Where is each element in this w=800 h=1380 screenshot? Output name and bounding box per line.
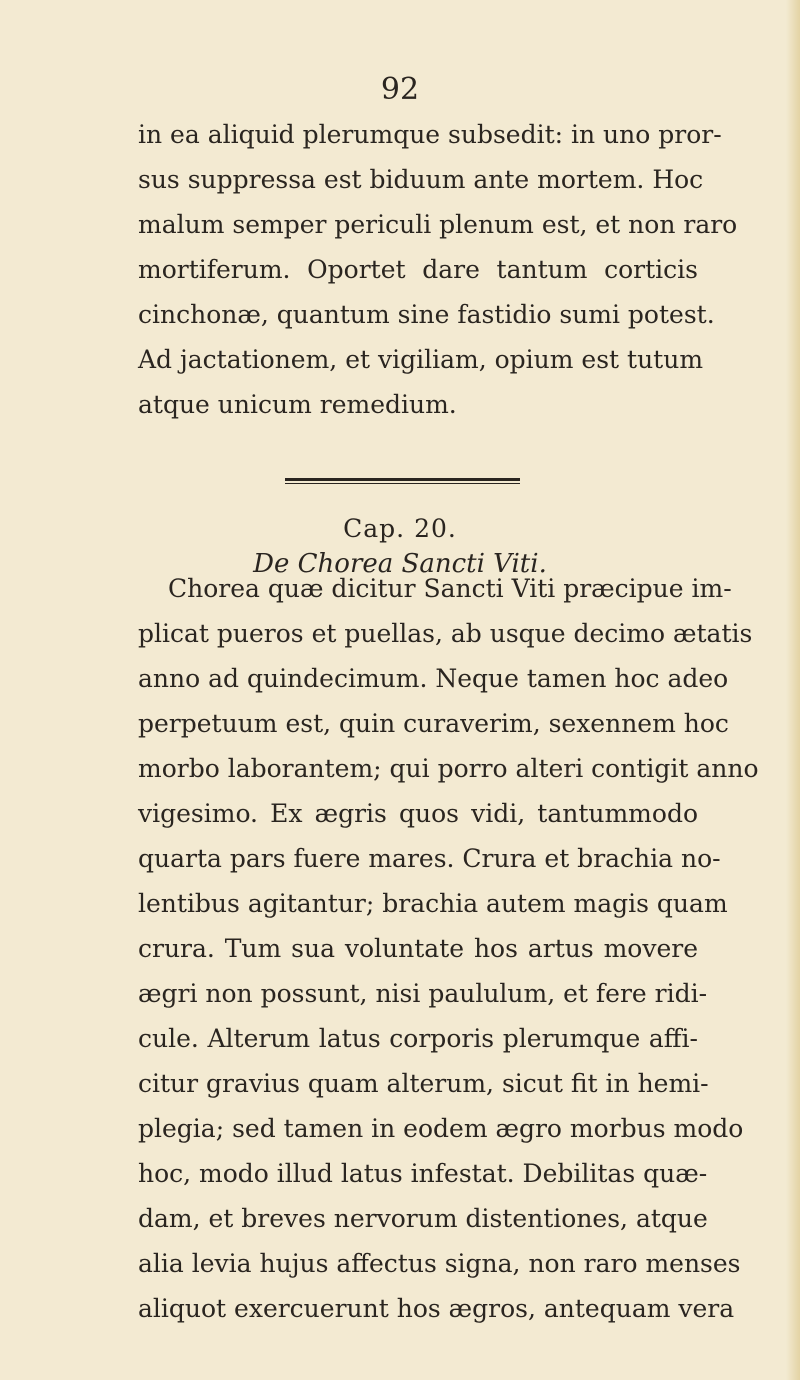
chapter-title: Cap. 20. — [343, 514, 457, 543]
text-line: anno ad quindecimum. Neque tamen hoc adeo — [138, 664, 729, 693]
text-line: lentibus agitantur; brachia autem magis quam — [138, 889, 728, 918]
text-line: Ad jactationem, et vigiliam, opium est tutum — [138, 345, 704, 374]
text-line: crura. Tum sua voluntate hos artus movere — [138, 934, 698, 963]
text-line: Chorea quæ dicitur Sancti Viti præcipue im- — [168, 574, 732, 603]
text-line: vigesimo. Ex ægris quos vidi, tantummodo — [138, 799, 698, 828]
text-line: sus suppressa est biduum ante mortem. Hoc — [138, 165, 704, 194]
text-line: perpetuum est, quin curaverim, sexennem hoc — [138, 709, 729, 738]
text-line: cinchonæ, quantum sine fastidio sumi potest. — [138, 300, 715, 329]
text-line: dam, et breves nervorum distentiones, atque — [138, 1204, 708, 1233]
paragraph-2 — [138, 566, 759, 1331]
text-line: plegia; sed tamen in eodem ægro morbus modo — [138, 1114, 744, 1143]
page-number: 92 — [380, 72, 420, 107]
text-line: ægri non possunt, nisi paululum, et fere ridi- — [138, 979, 708, 1008]
text-line: aliquot exercuerunt hos ægros, antequam vera — [138, 1294, 735, 1323]
text-line: hoc, modo illud latus infestat. Debilitas quæ- — [138, 1159, 708, 1188]
section-divider — [285, 478, 520, 484]
text-line: atque unicum remedium. — [138, 390, 457, 419]
text-line: alia levia hujus affectus signa, non raro menses — [138, 1249, 741, 1278]
text-line: mortiferum. Oportet dare tantum corticis — [138, 255, 698, 284]
chapter-subtitle: De Chorea Sancti Viti. — [253, 549, 547, 579]
text-line: cule. Alterum latus corporis plerumque affi- — [138, 1024, 698, 1053]
text-line: malum semper periculi plenum est, et non raro — [138, 210, 738, 239]
text-line: quarta pars fuere mares. Crura et brachia no- — [138, 844, 721, 873]
text-line: plicat pueros et puellas, ab usque decimo ætatis — [138, 619, 753, 648]
text-line: morbo laborantem; qui porro alteri contigit anno — [138, 754, 759, 783]
text-line: citur gravius quam alterum, sicut fit in hemi- — [138, 1069, 709, 1098]
paragraph-1 — [138, 112, 738, 427]
page-edge — [786, 0, 800, 1380]
text-line: in ea aliquid plerumque subsedit: in uno pror- — [138, 120, 722, 149]
